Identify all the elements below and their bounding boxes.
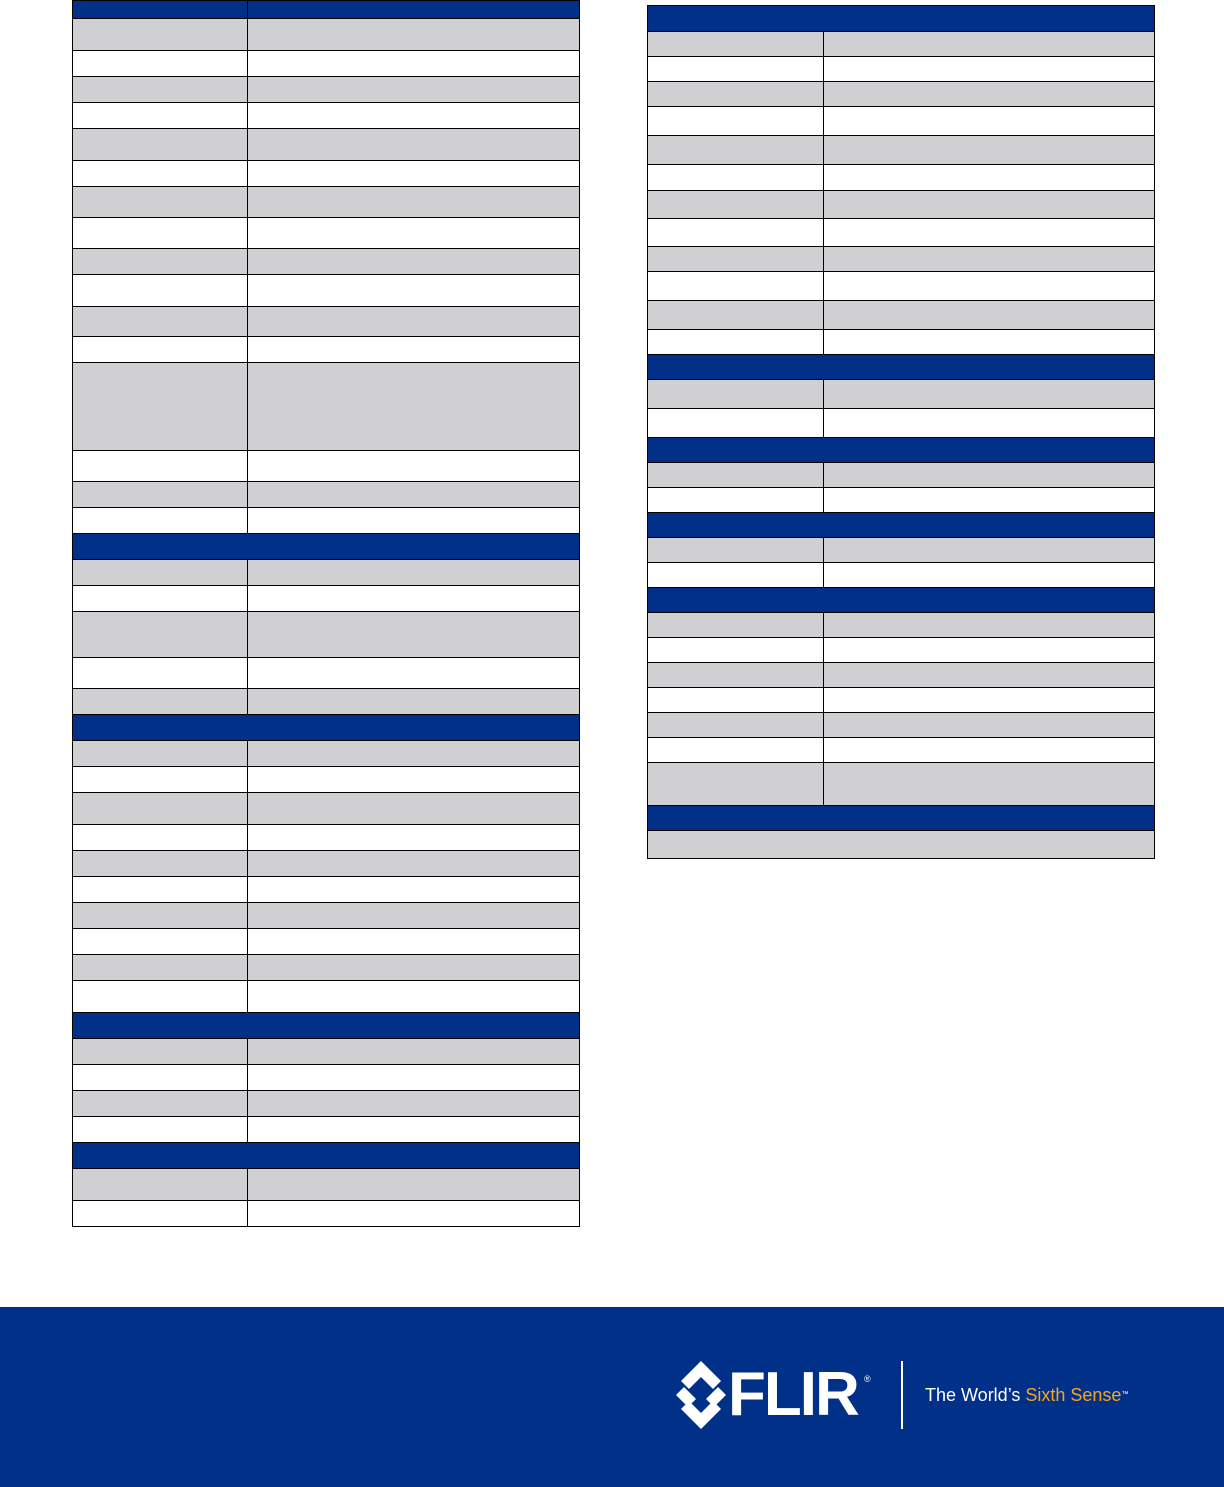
table-row: [73, 981, 580, 1013]
table-row: [73, 1065, 580, 1091]
table-row: [648, 219, 1155, 247]
table-row: [648, 107, 1155, 136]
table-row: [73, 877, 580, 903]
section-header-row: [648, 513, 1155, 538]
table-row: [648, 32, 1155, 57]
table-row: [73, 851, 580, 877]
table-row: [648, 763, 1155, 806]
table-row: [648, 738, 1155, 763]
table-row: [73, 825, 580, 851]
section-header-row: [73, 1, 580, 19]
table-row: [73, 129, 580, 161]
table-row: [648, 247, 1155, 272]
table-row: [73, 586, 580, 612]
table-row: [73, 1091, 580, 1117]
table-row: [73, 955, 580, 981]
table-row: [648, 831, 1155, 859]
section-header-row: [73, 534, 580, 560]
section-header-row: [648, 588, 1155, 613]
table-row: [648, 301, 1155, 330]
table-row: [73, 560, 580, 586]
table-row: [73, 1117, 580, 1143]
table-row: [648, 713, 1155, 738]
table-row: [73, 1201, 580, 1227]
table-row: [648, 272, 1155, 301]
table-row: [73, 903, 580, 929]
spec-table-right: [647, 5, 1155, 859]
table-row: [73, 275, 580, 307]
table-row: [73, 689, 580, 715]
table-row: [73, 929, 580, 955]
table-row: [648, 409, 1155, 438]
table-row: [73, 218, 580, 249]
table-row: [73, 451, 580, 482]
table-row: [73, 161, 580, 187]
table-row: [73, 307, 580, 337]
section-header-row: [648, 438, 1155, 463]
table-row: [73, 363, 580, 451]
table-row: [648, 57, 1155, 82]
table-row: [648, 165, 1155, 191]
table-row: [648, 613, 1155, 638]
table-row: [648, 638, 1155, 663]
table-row: [648, 380, 1155, 409]
table-row: [648, 191, 1155, 219]
table-row: [73, 793, 580, 825]
section-header-row: [73, 715, 580, 741]
table-row: [73, 508, 580, 534]
tagline-prefix: The World’s: [925, 1385, 1026, 1405]
section-header-row: [648, 6, 1155, 32]
table-row: [73, 51, 580, 77]
section-header-row: [73, 1013, 580, 1039]
table-row: [648, 463, 1155, 488]
table-row: [73, 741, 580, 767]
table-row: [648, 136, 1155, 165]
table-row: [73, 1169, 580, 1201]
table-row: [648, 538, 1155, 563]
tagline-accent: Sixth Sense: [1025, 1385, 1122, 1405]
section-header-row: [648, 355, 1155, 380]
table-row: [73, 767, 580, 793]
section-header-row: [73, 1143, 580, 1169]
table-row: [648, 663, 1155, 688]
table-row: [73, 1039, 580, 1065]
table-row: [648, 563, 1155, 588]
table-row: [73, 337, 580, 363]
table-row: [648, 330, 1155, 355]
table-row: [648, 488, 1155, 513]
footer-divider: [901, 1361, 903, 1429]
flir-diamond-logo-icon: [676, 1361, 726, 1429]
table-row: [73, 658, 580, 689]
table-row: [73, 19, 580, 51]
table-row: [73, 187, 580, 218]
table-row: [73, 612, 580, 658]
section-header-row: [648, 806, 1155, 831]
table-row: [73, 77, 580, 103]
brand-wordmark: FLIR: [728, 1360, 858, 1429]
table-row: [73, 103, 580, 129]
table-row: [648, 688, 1155, 713]
spec-table-left: [72, 0, 580, 1227]
trademark-symbol: ™: [1121, 1391, 1129, 1398]
brand-tagline: [925, 1383, 1128, 1407]
registered-mark: ®: [864, 1374, 871, 1384]
table-row: [73, 482, 580, 508]
table-row: [73, 249, 580, 275]
table-row: [648, 82, 1155, 107]
